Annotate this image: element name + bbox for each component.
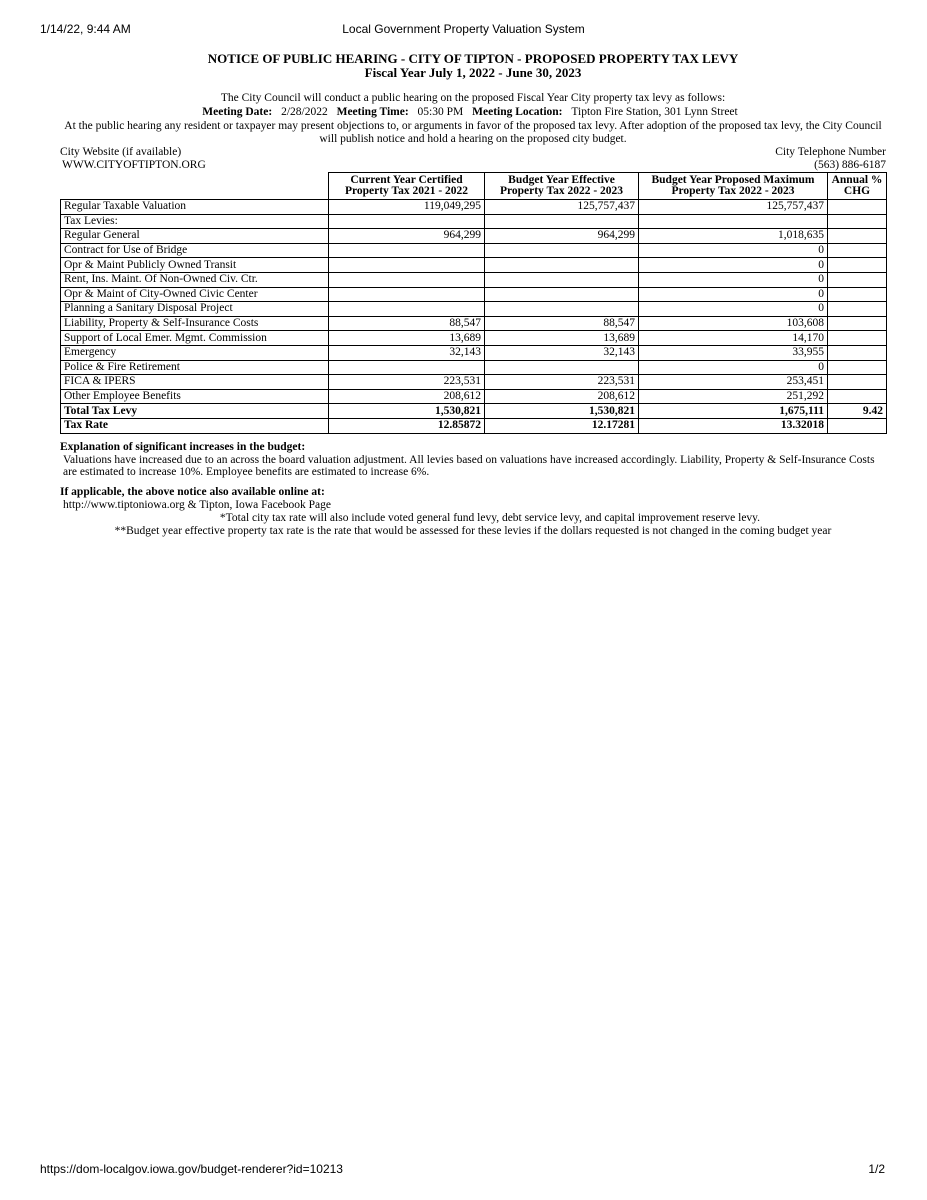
proposed-maximum-value: 1,675,111 <box>639 404 828 419</box>
print-header <box>0 22 927 38</box>
table-row <box>61 345 887 360</box>
budget-effective-value: 13,689 <box>485 331 639 346</box>
print-url: https://dom-localgov.iowa.gov/budget-renderer?id=10213 <box>40 1162 343 1176</box>
current-year-value: 32,143 <box>329 345 485 360</box>
budget-effective-value <box>485 360 639 375</box>
current-year-value: 88,547 <box>329 316 485 331</box>
row-label: Opr & Maint Publicly Owned Transit <box>61 258 329 273</box>
budget-effective-value: 125,757,437 <box>485 200 639 215</box>
budget-effective-value: 208,612 <box>485 389 639 404</box>
row-label: Support of Local Emer. Mgmt. Commission <box>61 331 329 346</box>
row-label: Rent, Ins. Maint. Of Non-Owned Civ. Ctr. <box>61 272 329 287</box>
annual-change-value: 9.42 <box>828 404 887 419</box>
table-row <box>61 316 887 331</box>
table-row <box>61 243 887 258</box>
notice-title: NOTICE OF PUBLIC HEARING - CITY OF TIPTON - PROPOSED PROPERTY TAX LEVY <box>207 51 739 66</box>
meeting-details <box>60 106 886 119</box>
proposed-maximum-value: 251,292 <box>639 389 828 404</box>
current-year-value <box>329 214 485 229</box>
budget-effective-value <box>485 243 639 258</box>
table-row <box>61 360 887 375</box>
page-number: 1/2 <box>868 1162 885 1176</box>
table-row <box>61 200 887 215</box>
explanation-title: Explanation of significant increases in the budget: <box>60 440 306 453</box>
table-row <box>61 272 887 287</box>
table-row <box>61 214 887 229</box>
intro-text: The City Council will conduct a public hearing on the proposed Fiscal Year City property tax levy as follows: <box>220 92 726 104</box>
explanation-text: Valuations have increased due to an across the board valuation adjustment. All levies based on valuations have increased accordingly. Liability, Property & Self-Insurance Costs are estimated to increase 10%. Employee benefits are estimated to increase 6%. <box>63 453 875 478</box>
proposed-maximum-value: 0 <box>639 360 828 375</box>
budget-effective-value <box>485 302 639 317</box>
annual-change-value <box>828 331 887 346</box>
table-row <box>61 331 887 346</box>
annual-change-value <box>828 200 887 215</box>
current-year-value <box>329 243 485 258</box>
budget-effective-value: 223,531 <box>485 375 639 390</box>
meeting-date-label: Meeting Date: <box>202 106 273 118</box>
proposed-maximum-value: 103,608 <box>639 316 828 331</box>
budget-effective-value <box>485 287 639 302</box>
website-label: City Website (if available) <box>60 146 182 158</box>
current-year-value <box>329 287 485 302</box>
proposed-maximum-value: 0 <box>639 302 828 317</box>
print-timestamp: 1/14/22, 9:44 AM <box>40 22 131 36</box>
row-label: Total Tax Levy <box>61 404 329 419</box>
current-year-value: 208,612 <box>329 389 485 404</box>
header-proposed-maximum: Budget Year Proposed Maximum Property Tax 2022 - 2023 <box>639 173 828 200</box>
proposed-maximum-value: 0 <box>639 258 828 273</box>
header-annual-change: Annual % CHG <box>828 173 887 200</box>
proposed-maximum-value <box>639 214 828 229</box>
proposed-maximum-value: 253,451 <box>639 375 828 390</box>
proposed-maximum-value: 0 <box>639 272 828 287</box>
footnote-total-rate: *Total city tax rate will also include voted general fund levy, debt service levy, and capital improvement reserve levy. <box>219 511 761 524</box>
row-label: Opr & Maint of City-Owned Civic Center <box>61 287 329 302</box>
header-budget-effective: Budget Year Effective Property Tax 2022 - 2023 <box>485 173 639 200</box>
current-year-value: 223,531 <box>329 375 485 390</box>
levy-table-body <box>61 200 887 434</box>
table-row <box>61 375 887 390</box>
fiscal-year: Fiscal Year July 1, 2022 - June 30, 2023 <box>364 65 582 80</box>
proposed-maximum-value: 0 <box>639 287 828 302</box>
row-label: Tax Rate <box>61 418 329 433</box>
current-year-value <box>329 360 485 375</box>
annual-change-value <box>828 272 887 287</box>
online-title: If applicable, the above notice also available online at: <box>60 485 325 498</box>
current-year-value <box>329 272 485 287</box>
budget-effective-value: 1,530,821 <box>485 404 639 419</box>
table-row <box>61 418 887 433</box>
budget-effective-value <box>485 258 639 273</box>
annual-change-value <box>828 418 887 433</box>
budget-effective-value: 32,143 <box>485 345 639 360</box>
meeting-time-value: 05:30 PM <box>417 106 464 118</box>
annual-change-value <box>828 214 887 229</box>
proposed-maximum-value: 1,018,635 <box>639 229 828 244</box>
phone-value: (563) 886-6187 <box>814 159 886 171</box>
row-label: Other Employee Benefits <box>61 389 329 404</box>
phone-label: City Telephone Number <box>775 146 886 158</box>
row-label: Emergency <box>61 345 329 360</box>
annual-change-value <box>828 345 887 360</box>
annual-change-value <box>828 243 887 258</box>
proposed-maximum-value: 0 <box>639 243 828 258</box>
budget-effective-value: 964,299 <box>485 229 639 244</box>
annual-change-value <box>828 302 887 317</box>
row-label: Contract for Use of Bridge <box>61 243 329 258</box>
print-system-title: Local Government Property Valuation System <box>342 22 585 36</box>
budget-effective-value: 12.17281 <box>485 418 639 433</box>
proposed-maximum-value: 13.32018 <box>639 418 828 433</box>
website-value: WWW.CITYOFTIPTON.ORG <box>62 159 206 171</box>
annual-change-value <box>828 316 887 331</box>
budget-effective-value: 88,547 <box>485 316 639 331</box>
footnote-effective-rate: **Budget year effective property tax rate is the rate that would be assessed for these levies if the dollars requested is not changed in the coming budget year <box>114 524 832 537</box>
header-blank-cell <box>61 173 329 200</box>
phone-block <box>775 146 886 172</box>
header-current-year: Current Year Certified Property Tax 2021 - 2022 <box>329 173 485 200</box>
table-row <box>61 389 887 404</box>
budget-effective-value <box>485 272 639 287</box>
current-year-value: 13,689 <box>329 331 485 346</box>
table-row <box>61 258 887 273</box>
objection-text: At the public hearing any resident or taxpayer may present objections to, or arguments in favor of the proposed tax levy. After adoption of the proposed tax levy, the City Council will publish notice and hold a hearing on the proposed city budget. <box>64 120 882 145</box>
table-row <box>61 287 887 302</box>
levy-table <box>60 172 887 434</box>
current-year-value: 119,049,295 <box>329 200 485 215</box>
annual-change-value <box>828 389 887 404</box>
online-url: http://www.tiptoniowa.org & Tipton, Iowa Facebook Page <box>63 498 332 511</box>
proposed-maximum-value: 33,955 <box>639 345 828 360</box>
current-year-value: 964,299 <box>329 229 485 244</box>
annual-change-value <box>828 258 887 273</box>
row-label: Regular General <box>61 229 329 244</box>
row-label: FICA & IPERS <box>61 375 329 390</box>
table-row <box>61 404 887 419</box>
annual-change-value <box>828 375 887 390</box>
table-row <box>61 302 887 317</box>
meeting-time-label: Meeting Time: <box>336 106 409 118</box>
proposed-maximum-value: 14,170 <box>639 331 828 346</box>
website-block <box>60 146 206 172</box>
row-label: Planning a Sanitary Disposal Project <box>61 302 329 317</box>
meeting-location-label: Meeting Location: <box>472 106 563 118</box>
contact-info <box>60 146 886 172</box>
table-row <box>61 229 887 244</box>
row-label: Regular Taxable Valuation <box>61 200 329 215</box>
current-year-value: 1,530,821 <box>329 404 485 419</box>
meeting-date-value: 2/28/2022 <box>281 106 328 118</box>
annual-change-value <box>828 287 887 302</box>
budget-effective-value <box>485 214 639 229</box>
row-label: Tax Levies: <box>61 214 329 229</box>
table-header-row <box>61 173 887 200</box>
current-year-value <box>329 258 485 273</box>
current-year-value <box>329 302 485 317</box>
current-year-value: 12.85872 <box>329 418 485 433</box>
annual-change-value <box>828 229 887 244</box>
meeting-location-value: Tipton Fire Station, 301 Lynn Street <box>571 106 738 118</box>
annual-change-value <box>828 360 887 375</box>
proposed-maximum-value: 125,757,437 <box>639 200 828 215</box>
row-label: Liability, Property & Self-Insurance Costs <box>61 316 329 331</box>
row-label: Police & Fire Retirement <box>61 360 329 375</box>
hearing-notice <box>60 52 886 538</box>
